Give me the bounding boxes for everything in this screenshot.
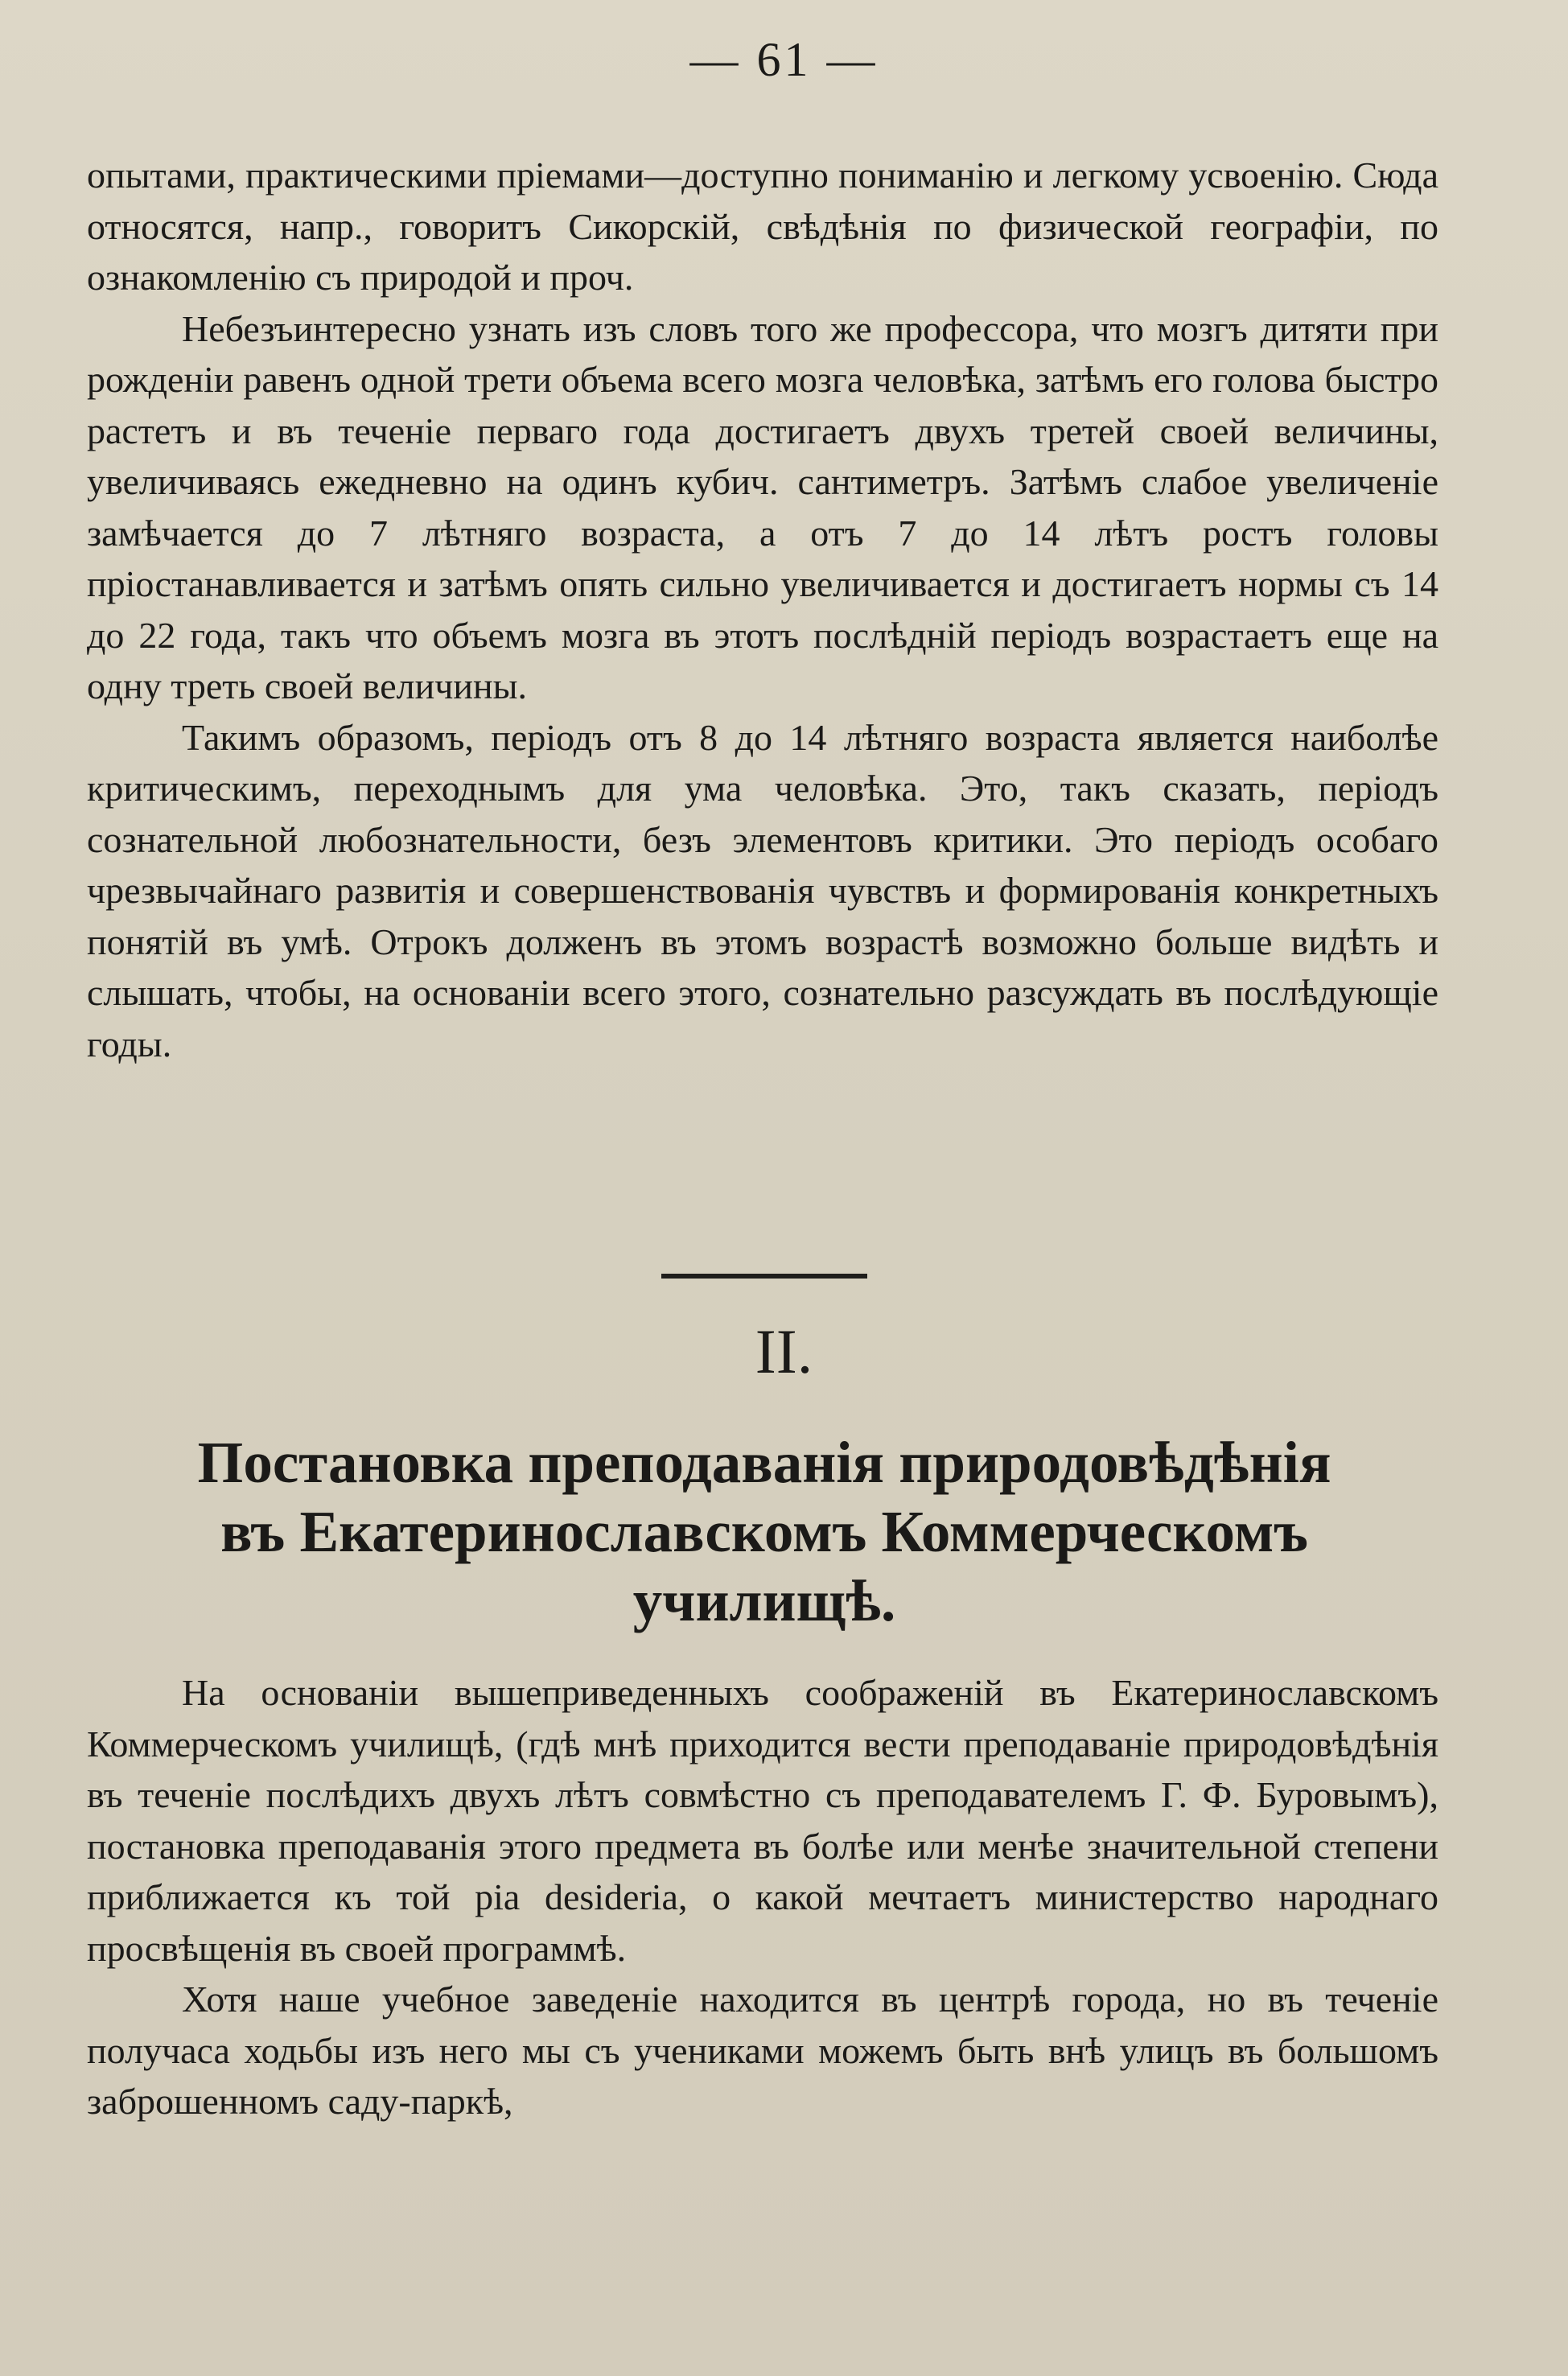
- paragraph-critical-period: Такимъ образомъ, періодъ отъ 8 до 14 лѣтняго возраста является наиболѣе критическимъ, переходнымъ для ума человѣка. Это, такъ сказать, періодъ сознательной любознательности, безъ элементовъ критики. Это періодъ особаго чрезвычайнаго развитія и совершенствованія чувствъ и формированія конкретныхъ понятій въ умѣ. Отрокъ долженъ въ этомъ возрастѣ возможно больше видѣть и слышать, чтобы, на основаніи всего этого, сознательно разсуждать въ послѣдующіе годы.: [87, 716, 1438, 1064]
- page-number: — 61 —: [689, 33, 879, 86]
- section-title-line-3: училищѣ.: [632, 1568, 896, 1633]
- paragraph-brain-growth: Небезъинтересно узнать изъ словъ того же профессора, что мозгъ дитяти при рожденіи равенъ одной трети объема всего мозга человѣка, затѣмъ его голова быстро растетъ и въ теченіе перваго года достигаетъ двухъ третей своей величины, увеличиваясь ежедневно на одинъ кубич. сантиметръ. Затѣмъ слабое увеличеніе замѣчается до 7 лѣтняго возраста, а отъ 7 до 14 лѣтъ ростъ головы пріостанавливается и затѣмъ опять сильно увеличивается и достигаетъ нормы съ 14 до 22 года, такъ что объемъ мозга въ этотъ послѣдній періодъ возрастаетъ еще на одну треть своей величины.: [87, 307, 1438, 706]
- paragraph-city-park: Хотя наше учебное заведеніе находится въ центрѣ города, но въ теченіе получаса ходьбы изъ него мы съ учениками можемъ быть внѣ улицъ въ большомъ заброшенномъ саду-паркѣ,: [87, 1979, 1438, 2122]
- section-title-line-1: Постановка преподаванія природовѣдѣнія: [197, 1430, 1331, 1495]
- section-divider: [661, 1274, 867, 1279]
- section-title-line-2: въ Екатеринославскомъ Коммерческомъ: [220, 1499, 1308, 1564]
- top-text-block: [87, 150, 1438, 1069]
- paragraph-school-teaching: На основаніи вышеприведенныхъ соображеній въ Екатеринославскомъ Коммерческомъ училищѣ, (гдѣ мнѣ приходится вести преподаваніе природовѣдѣнія въ теченіе послѣдихъ двухъ лѣтъ совмѣстно съ преподавателемъ Г. Ф. Буровымъ), постановка преподаванія этого предмета въ болѣе или менѣе значительной степени приближается къ той pia desideria, о какой мечтаетъ министерство народнаго просвѣщенія въ своей программѣ.: [87, 1672, 1438, 1969]
- section-title: [105, 1428, 1424, 1636]
- section-number: II.: [755, 1316, 813, 1386]
- bottom-text-block: [87, 1667, 1438, 2127]
- paragraph-continuation: опытами, практическими пріемами—доступно пониманію и легкому усвоенію. Сюда относятся, напр., говоритъ Сикорскій, свѣдѣнія по физической географіи, по ознакомленію съ природой и проч.: [87, 154, 1438, 298]
